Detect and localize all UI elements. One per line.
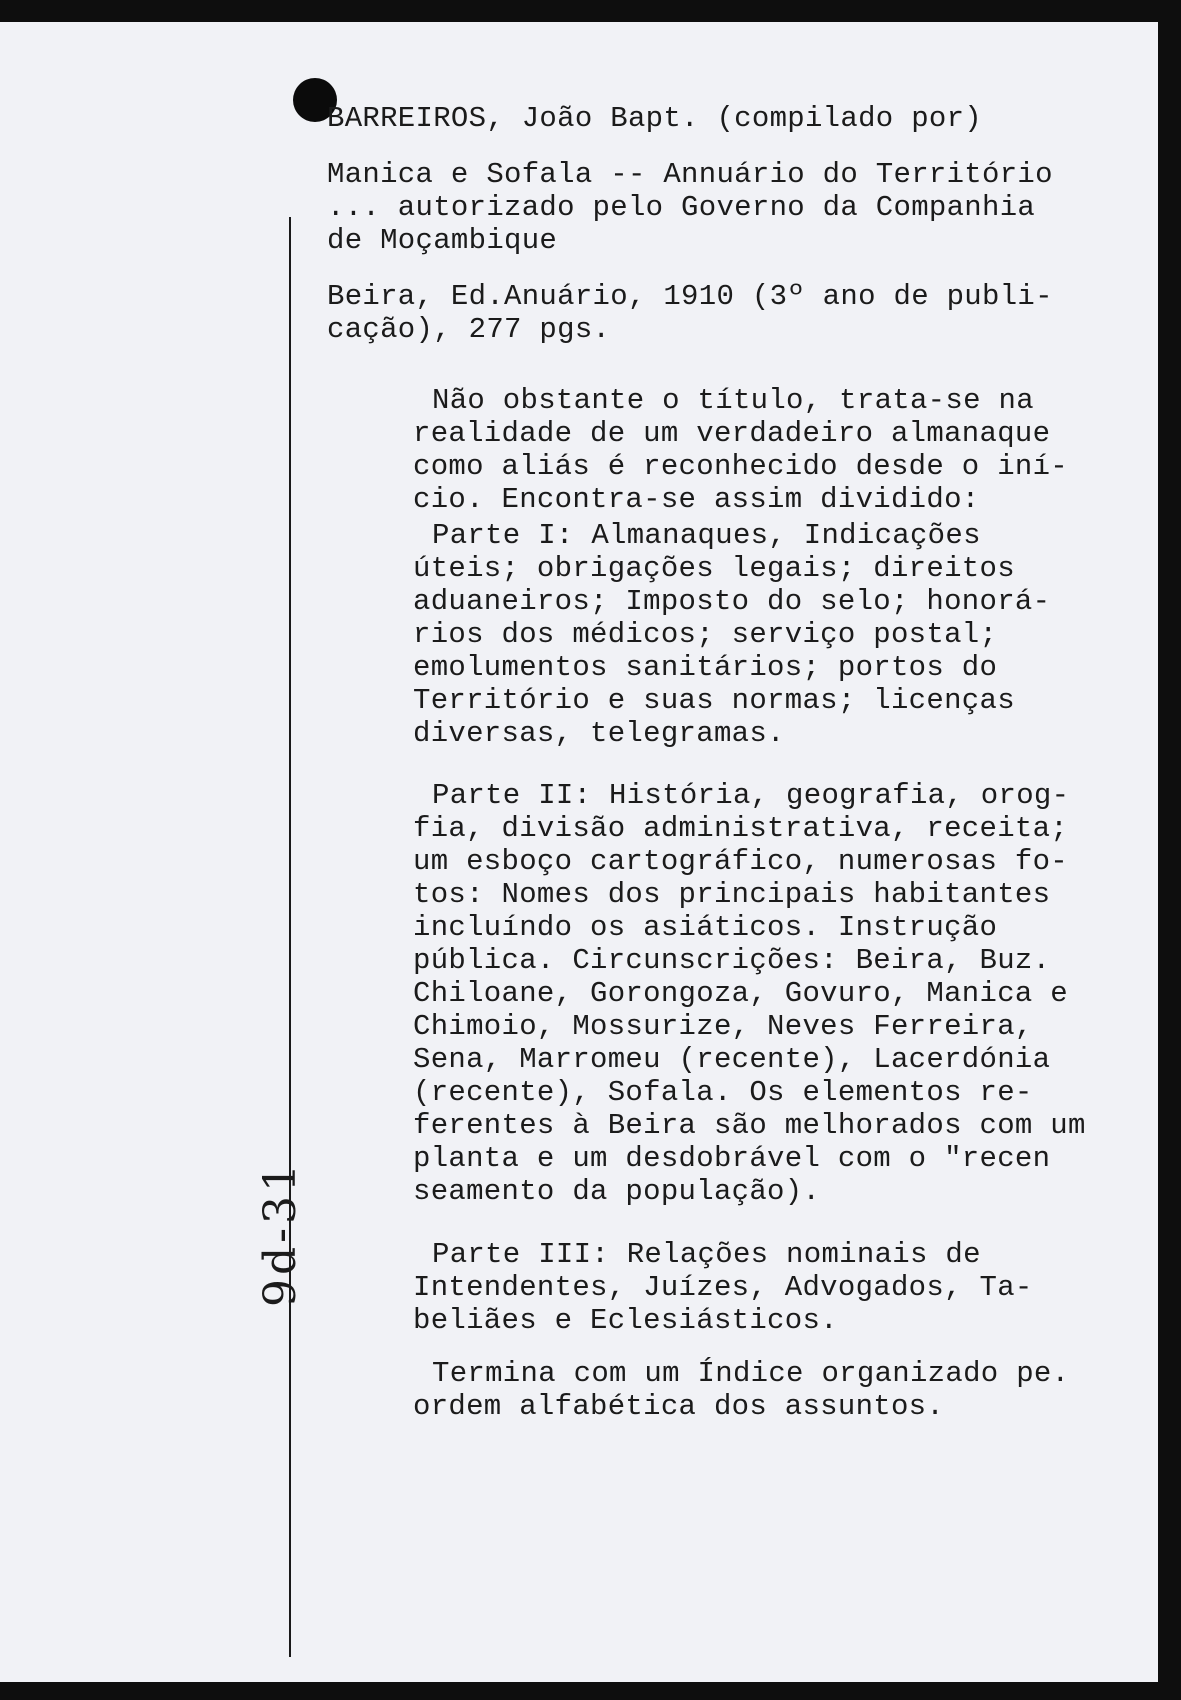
- parte2-line: pública. Circunscrições: Beira, Buz.: [413, 944, 1051, 977]
- imprint-line: cação), 277 pgs.: [327, 313, 611, 346]
- author-line: BARREIROS, João Bapt. (compilado por): [327, 102, 983, 135]
- intro-line: Não obstante o título, trata-se na: [432, 384, 1034, 417]
- parte2-line: Sena, Marromeu (recente), Lacerdónia: [413, 1043, 1051, 1076]
- parte2-line: tos: Nomes dos principais habitantes: [413, 878, 1051, 911]
- title-line: ... autorizado pelo Governo da Companhia: [327, 191, 1036, 224]
- parte2-line: Chiloane, Gorongoza, Govuro, Manica e: [413, 977, 1069, 1010]
- parte1-line: emolumentos sanitários; portos do: [413, 651, 998, 684]
- parte1-line: aduaneiros; Imposto do selo; honorá-: [413, 585, 1051, 618]
- parte2-line: (recente), Sofala. Os elementos re-: [413, 1076, 1033, 1109]
- parte2-line: ferentes à Beira são melhorados com um: [413, 1109, 1086, 1142]
- parte1-line: rios dos médicos; serviço postal;: [413, 618, 998, 651]
- margin-line: [289, 217, 291, 1657]
- parte1-line: Território e suas normas; licenças: [413, 684, 1015, 717]
- document-page: [0, 22, 1158, 1682]
- intro-line: cio. Encontra-se assim dividido:: [413, 483, 980, 516]
- parte2-line: planta e um desdobrável com o "recen: [413, 1142, 1051, 1175]
- parte3-line: Parte III: Relações nominais de: [432, 1238, 981, 1271]
- parte2-line: Chimoio, Mossurize, Neves Ferreira,: [413, 1010, 1033, 1043]
- parte2-line: fia, divisão administrativa, receita;: [413, 812, 1069, 845]
- closing-line: Termina com um Índice organizado pe.: [432, 1357, 1070, 1390]
- parte1-line: úteis; obrigações legais; direitos: [413, 552, 1015, 585]
- parte3-line: beliães e Eclesiásticos.: [413, 1304, 838, 1337]
- parte2-line: seamento da população).: [413, 1175, 821, 1208]
- parte2-line: um esboço cartográfico, numerosas fo-: [413, 845, 1069, 878]
- parte2-line: incluíndo os asiáticos. Instrução: [413, 911, 998, 944]
- title-line: de Moçambique: [327, 224, 558, 257]
- intro-line: realidade de um verdadeiro almanaque: [413, 417, 1051, 450]
- parte3-line: Intendentes, Juízes, Advogados, Ta-: [413, 1271, 1033, 1304]
- parte2-line: Parte II: História, geografia, orog-: [432, 779, 1070, 812]
- imprint-line: Beira, Ed.Anuário, 1910 (3º ano de publi-: [327, 280, 1053, 313]
- parte1-line: diversas, telegramas.: [413, 717, 785, 750]
- closing-line: ordem alfabética dos assuntos.: [413, 1390, 945, 1423]
- handwritten-code: 9d-31: [255, 1159, 306, 1307]
- parte1-line: Parte I: Almanaques, Indicações: [432, 519, 981, 552]
- title-line: Manica e Sofala -- Annuário do Território: [327, 158, 1053, 191]
- intro-line: como aliás é reconhecido desde o iní-: [413, 450, 1069, 483]
